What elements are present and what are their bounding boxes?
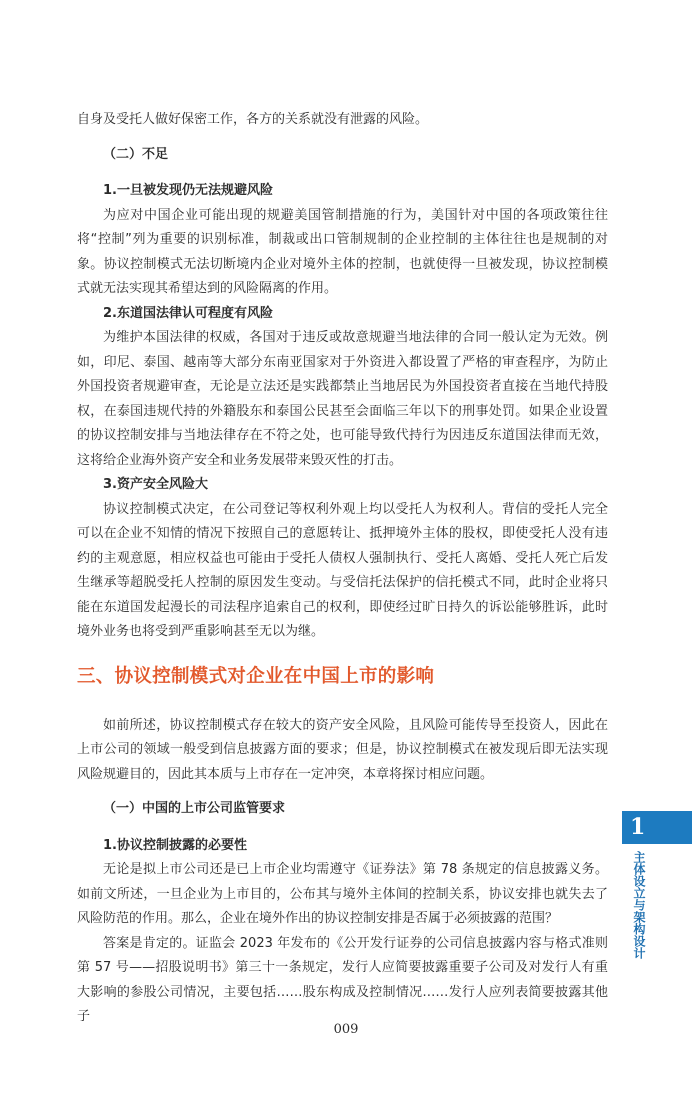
paragraph-risk-3: 协议控制模式决定，在公司登记等权利外观上均以受托人为权利人。背信的受托人完全可以在企业不知情的情况下按照自己的意愿转让、抵押境外主体的股权，即使受托人没有违约的主观意愿，相应权益也可能由于受托人债权人强制执行、受托人离婚、受托人死亡后发生继承等超脱受托人控制的原因发生变动。与受信托法保护的信托模式不同，此时企业将只能在东道国发起漫长的司法程序追索自己的权利，即使经过旷日持久的诉讼能够胜诉，此时境外业务也将受到严重影响甚至无以为继。 bbox=[77, 501, 608, 639]
paragraph-risk-1: 为应对中国企业可能出现的规避美国管制措施的行为，美国针对中国的各项政策往往将“控制”列为重要的识别标准，制裁或出口管制规制的企业控制的主体往往也是规制的对象。协议控制模式无法切断境内企业对境外主体的控制，也就使得一旦被发现，协议控制模式就无法实现其希望达到的风险隔离的作用。 bbox=[77, 207, 608, 296]
heading-regulation: （一）中国的上市公司监管要求 bbox=[103, 801, 286, 816]
paragraph-intro: 自身及受托人做好保密工作，各方的关系就没有泄露的风险。 bbox=[77, 112, 429, 127]
heading-risk-3: 3.资产安全风险大 bbox=[103, 477, 208, 492]
page-number: 009 bbox=[333, 1022, 359, 1037]
chapter-tab bbox=[622, 811, 692, 844]
paragraph-section-intro: 如前所述，协议控制模式存在较大的资产安全风险，且风险可能传导至投资人，因此在上市公司的领域一般受到信息披露方面的要求；但是，协议控制模式在被发现后即无法实现风险规避目的，因此其本质与上市存在一定冲突，本章将探讨相应问题。 bbox=[77, 717, 608, 782]
heading-risk-1: 1.一旦被发现仍无法规避风险 bbox=[103, 183, 273, 198]
paragraph-risk-2: 为维护本国法律的权威，各国对于违反或故意规避当地法律的合同一般认定为无效。例如，印尼、泰国、越南等大部分东南亚国家对于外资进入都设置了严格的审查程序，为防止外国投资者规避审查，无论是立法还是实践都禁止当地居民为外国投资者直接在当地代持股权，在泰国违规代持的外籍股东和泰国公民甚至会面临三年以下的刑事处罚。如果企业设置的协议控制安排与当地法律存在不符之处，也可能导致代持行为因违反东道国法律而无效，这将给企业海外资产安全和业务发展带来毁灭性的打击。 bbox=[77, 330, 608, 468]
paragraph-answer: 答案是肯定的。证监会 2023 年发布的《公开发行证券的公司信息披露内容与格式准则第 57 号——招股说明书》第三十一条规定，发行人应简要披露重要子公司及对发行人有重大影响的参股公司情况，主要包括……股东构成及控制情况……发行人应列表简要披露其他子 bbox=[77, 935, 608, 1024]
chapter-title-vertical: 主体设立与架构设计 bbox=[632, 851, 646, 959]
paragraph-disclosure: 无论是拟上市公司还是已上市企业均需遵守《证券法》第 78 条规定的信息披露义务。如前文所述，一旦企业为上市目的，公布其与境外主体间的控制关系，协议安排也就失去了风险防范的作用。那么，企业在境外作出的协议控制安排是否属于必须披露的范围？ bbox=[77, 862, 608, 926]
heading-risk-2: 2.东道国法律认可程度有风险 bbox=[103, 305, 273, 321]
section-title: 三、协议控制模式对企业在中国上市的影响 bbox=[77, 665, 435, 687]
heading-shortcoming: （二）不足 bbox=[103, 146, 169, 162]
page-body bbox=[77, 108, 608, 1030]
heading-disclosure: 1.协议控制披露的必要性 bbox=[103, 837, 247, 853]
chapter-number: 1 bbox=[630, 814, 646, 840]
